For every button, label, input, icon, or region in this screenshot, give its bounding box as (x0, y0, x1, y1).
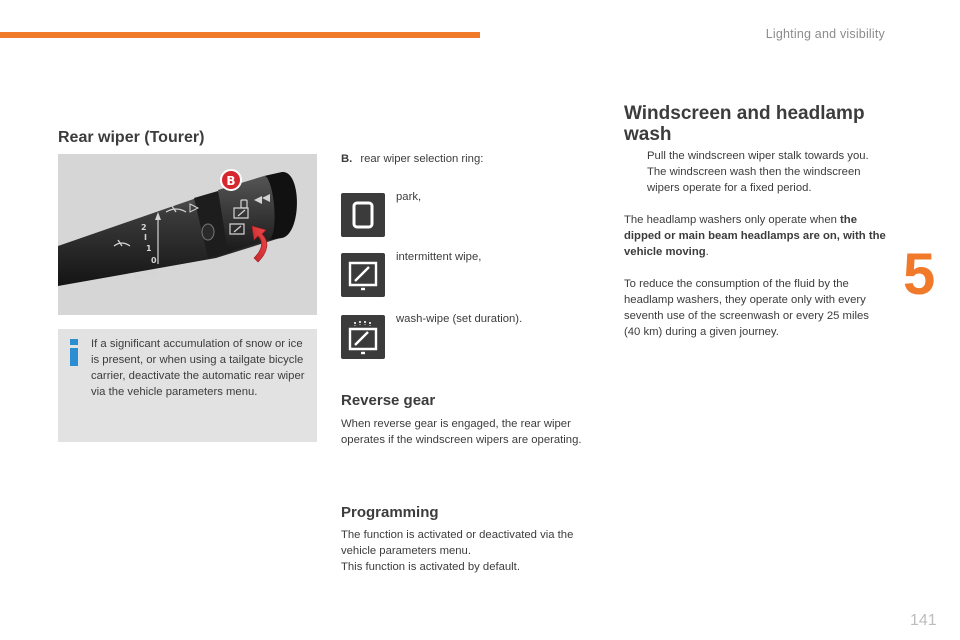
reverse-gear-text: When reverse gear is engaged, the rear wiper operates if the windscreen wipers are operating. (341, 418, 582, 446)
wash-instruction-text: Pull the windscreen wiper stalk towards you. The windscreen wash then the windscreen wipers operate for a fixed period. (647, 150, 869, 194)
info-icon (70, 339, 80, 365)
wiper-stalk-drawing (58, 154, 317, 315)
ring-label (341, 153, 483, 165)
programming-text (341, 527, 601, 575)
info-callout-box (58, 329, 317, 442)
header-accent-bar (0, 32, 480, 38)
callout-b-badge (221, 170, 241, 190)
stalk-label-i: I (144, 233, 147, 242)
stalk-label-0: 0 (151, 256, 157, 265)
chapter-number: 5 (903, 242, 936, 307)
stalk-label-2: 2 (141, 223, 147, 232)
ring-option-intermittent: intermittent wipe, (396, 251, 482, 263)
wash-wipe-icon (341, 315, 385, 359)
ring-label-text: rear wiper selection ring: (360, 153, 484, 165)
programming-text-2: This function is activated by default. (341, 561, 520, 573)
stalk-label-auto: AUTO (132, 268, 159, 282)
info-text: If a significant accumulation of snow or ice is present, or when using a tailgate bicycle carrier, deactivate the automatic rear wiper via the vehicle parameters menu. (91, 338, 305, 398)
section-title: Lighting and visibility (765, 27, 885, 41)
ring-option-park: park, (396, 191, 422, 203)
reverse-gear-heading: Reverse gear (341, 392, 436, 409)
rear-wiper-heading: Rear wiper (Tourer) (58, 129, 205, 146)
wiper-stalk-illustration (58, 154, 317, 315)
ring-label-letter: B. (341, 153, 353, 165)
park-icon (341, 193, 385, 237)
page-number: 141 (910, 612, 937, 629)
programming-heading: Programming (341, 504, 439, 521)
wash-instruction-item (624, 148, 884, 196)
headlamp-wash-condition (624, 212, 886, 260)
headlamp-wash-text-start: The headlamp washers only operate when (624, 214, 841, 226)
windscreen-wash-heading: Windscreen and headlamp wash (624, 103, 865, 145)
headlamp-wash-text-end: . (705, 246, 709, 258)
fluid-consumption-text: To reduce the consumption of the fluid by the headlamp washers, they operate only with every seventh use of the screenwash or every 25 miles (40 km) during a given journey. (624, 278, 869, 338)
programming-text-1: The function is activated or deactivated via the vehicle parameters menu. (341, 529, 574, 557)
svg-text:B: B (226, 174, 236, 188)
intermittent-wipe-icon (341, 253, 385, 297)
headlamp-wash-text-bold: the dipped or main beam headlamps are on, with the vehicle moving (624, 214, 886, 258)
ring-option-wash-wipe: wash-wipe (set duration). (396, 313, 523, 325)
stalk-label-1: 1 (146, 244, 152, 253)
